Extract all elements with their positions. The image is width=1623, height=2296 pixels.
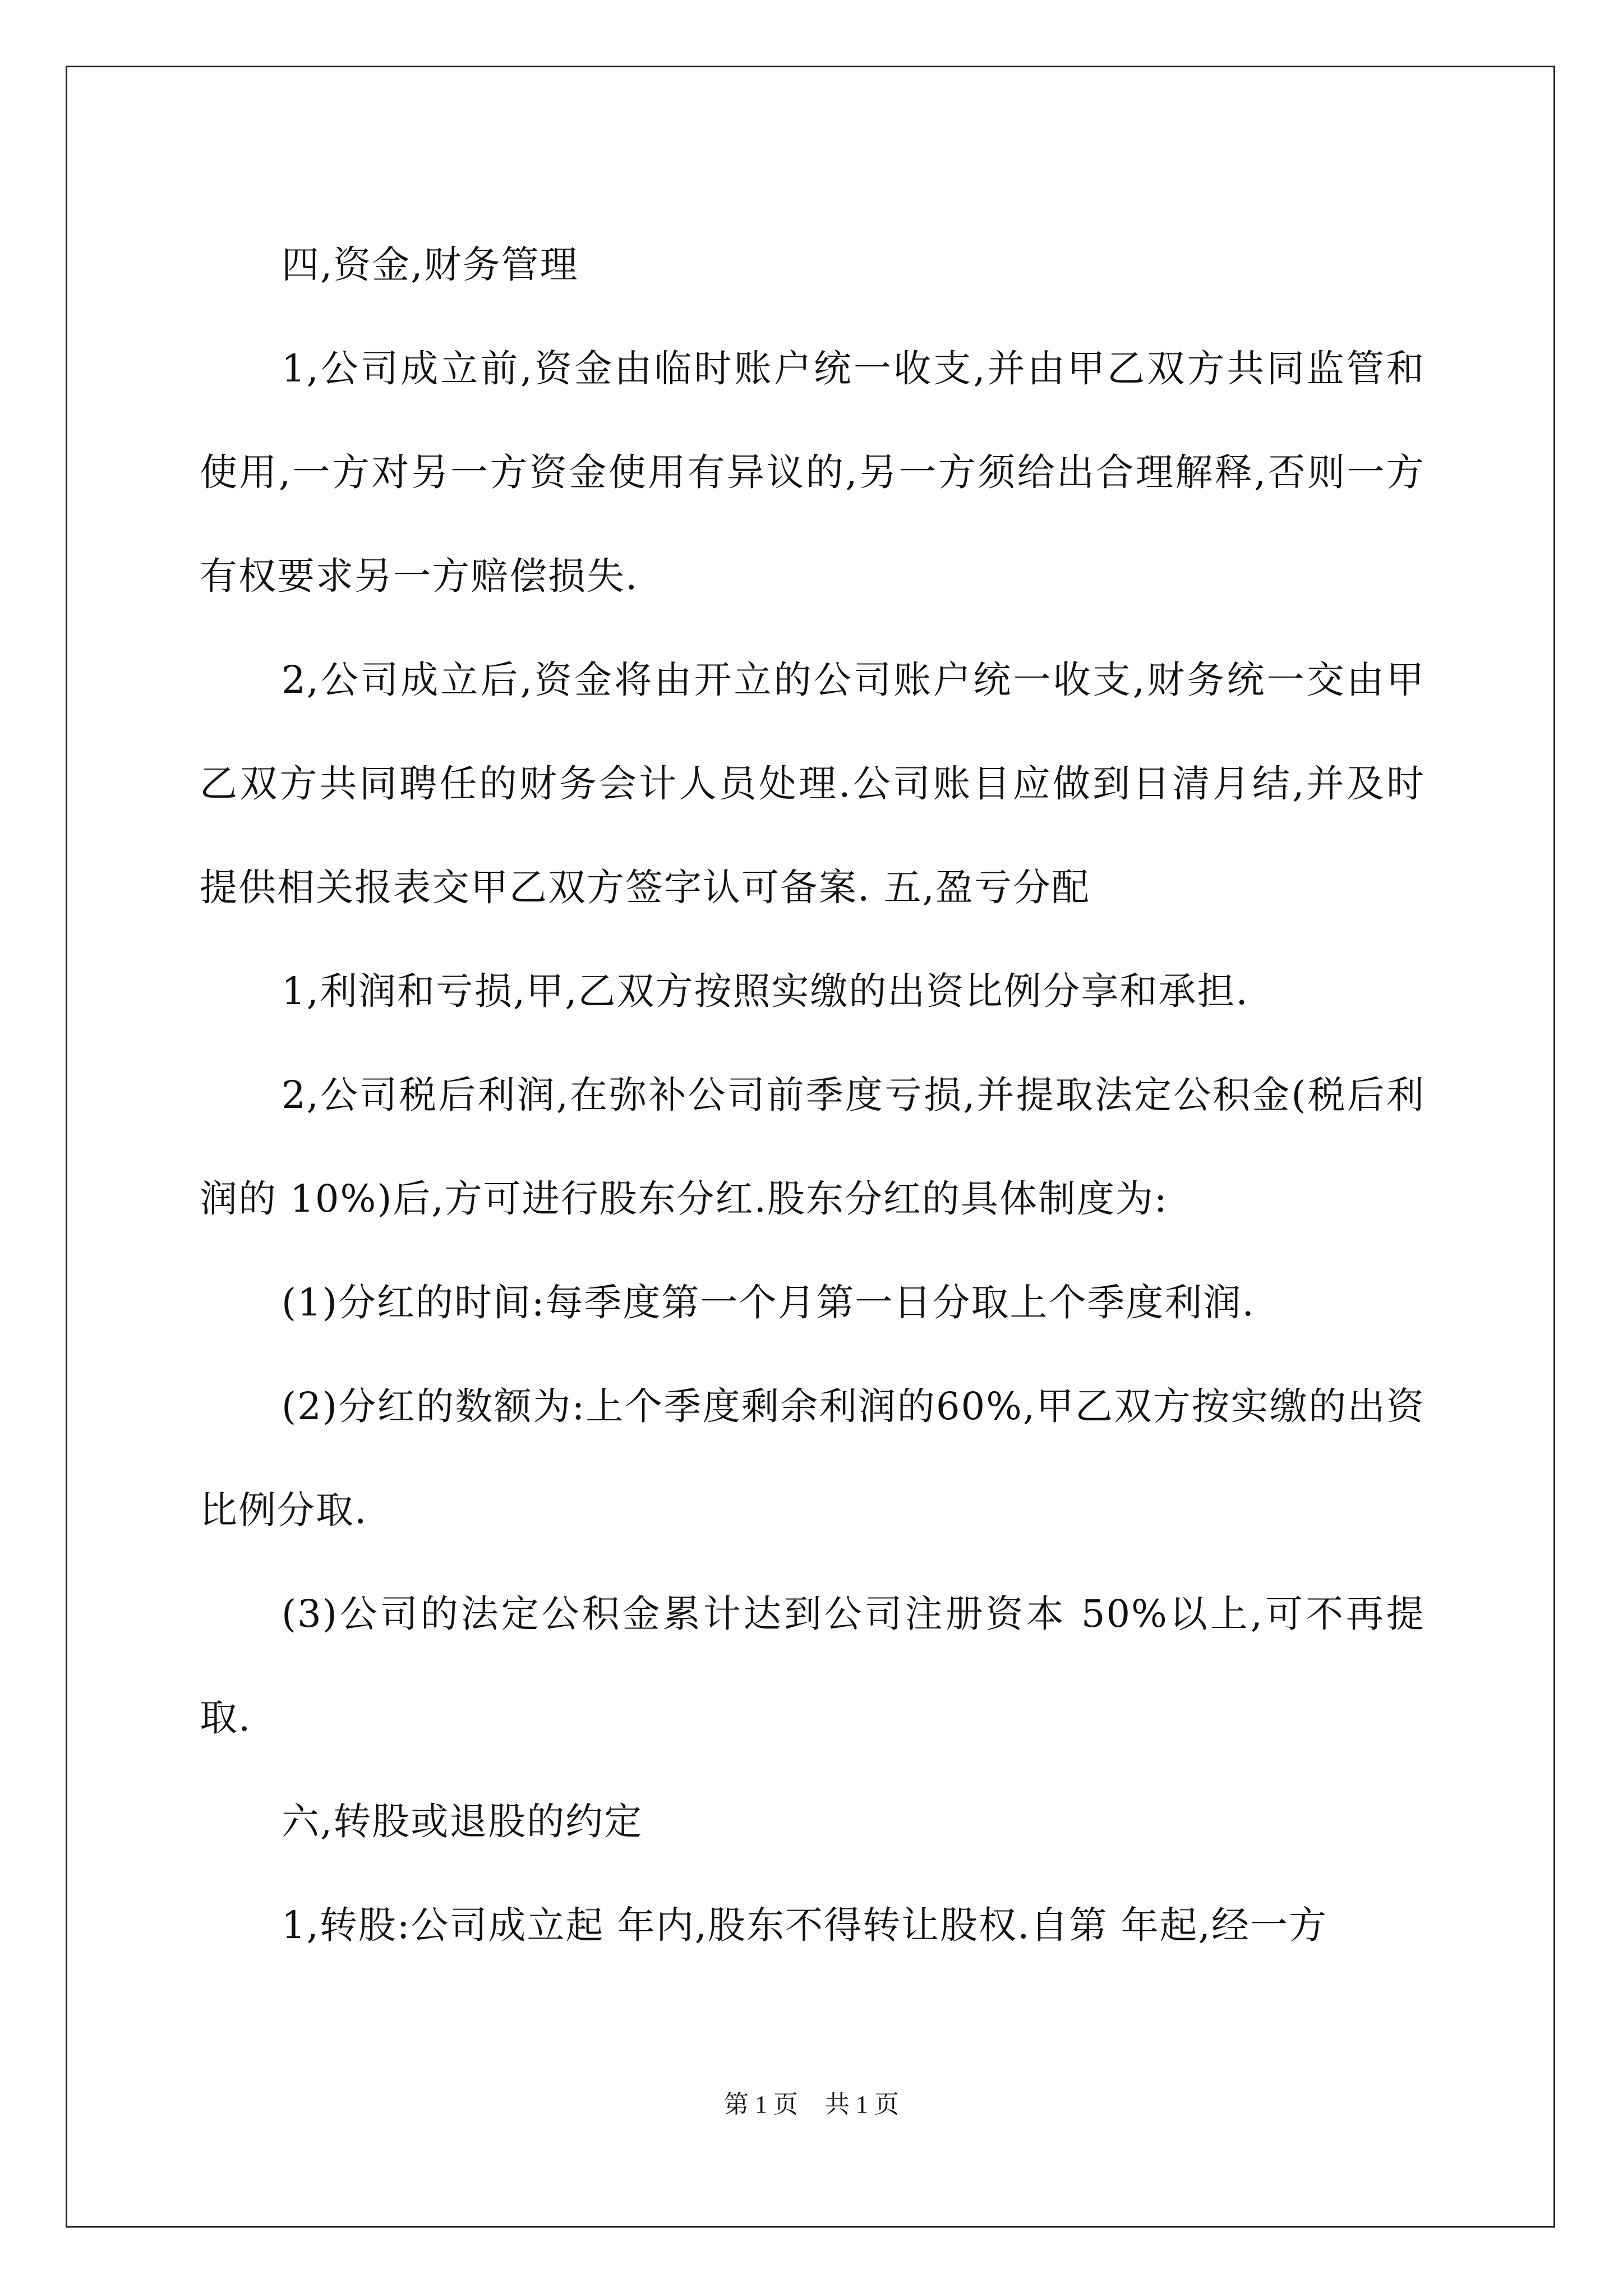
paragraph-funds-after-founding: 2,公司成立后,资金将由开立的公司账户统一收支,财务统一交由甲乙双方共同聘任的财务会计人员处理.公司账目应做到日清月结,并及时提供相关报表交甲乙双方签字认可备案. 五,盈亏分配 (200, 658, 1425, 909)
paragraph-funds-before-founding: 1,公司成立前,资金由临时账户统一收支,并由甲乙双方共同监管和使用,一方对另一方资金使用有异议的,另一方须给出合理解释,否则一方有权要求另一方赔偿损失. (200, 347, 1425, 598)
page-number: 第 1 页 (724, 2091, 798, 2118)
paragraph-dividend-time: (1)分红的时间:每季度第一个月第一日分取上个季度利润. (282, 1281, 1255, 1324)
paragraph-profit-loss: 1,利润和亏损,甲,乙双方按照实缴的出资比例分享和承担. (282, 969, 1249, 1013)
paragraph-reserve-limit: (3)公司的法定公积金累计达到公司注册资本 50%以上,可不再提取. (200, 1592, 1425, 1740)
paragraph-after-tax-profit: 2,公司税后利润,在弥补公司前季度亏损,并提取法定公积金(税后利润的 10%)后,方可进行股东分红.股东分红的具体制度为: (200, 1073, 1425, 1221)
section-heading-funds: 四,资金,财务管理 (282, 243, 579, 287)
section-heading-share-transfer: 六,转股或退股的约定 (282, 1800, 643, 1843)
paragraph-dividend-amount: (2)分红的数额为:上个季度剩余利润的60%,甲乙双方按实缴的出资比例分取. (200, 1384, 1425, 1532)
paragraph-share-transfer: 1,转股:公司成立起 年内,股东不得转让股权.自第 年起,经一方 (282, 1903, 1327, 1947)
page-total: 共 1 页 (825, 2091, 899, 2118)
page-footer (0, 2084, 1623, 2120)
document-body (200, 213, 1425, 1977)
